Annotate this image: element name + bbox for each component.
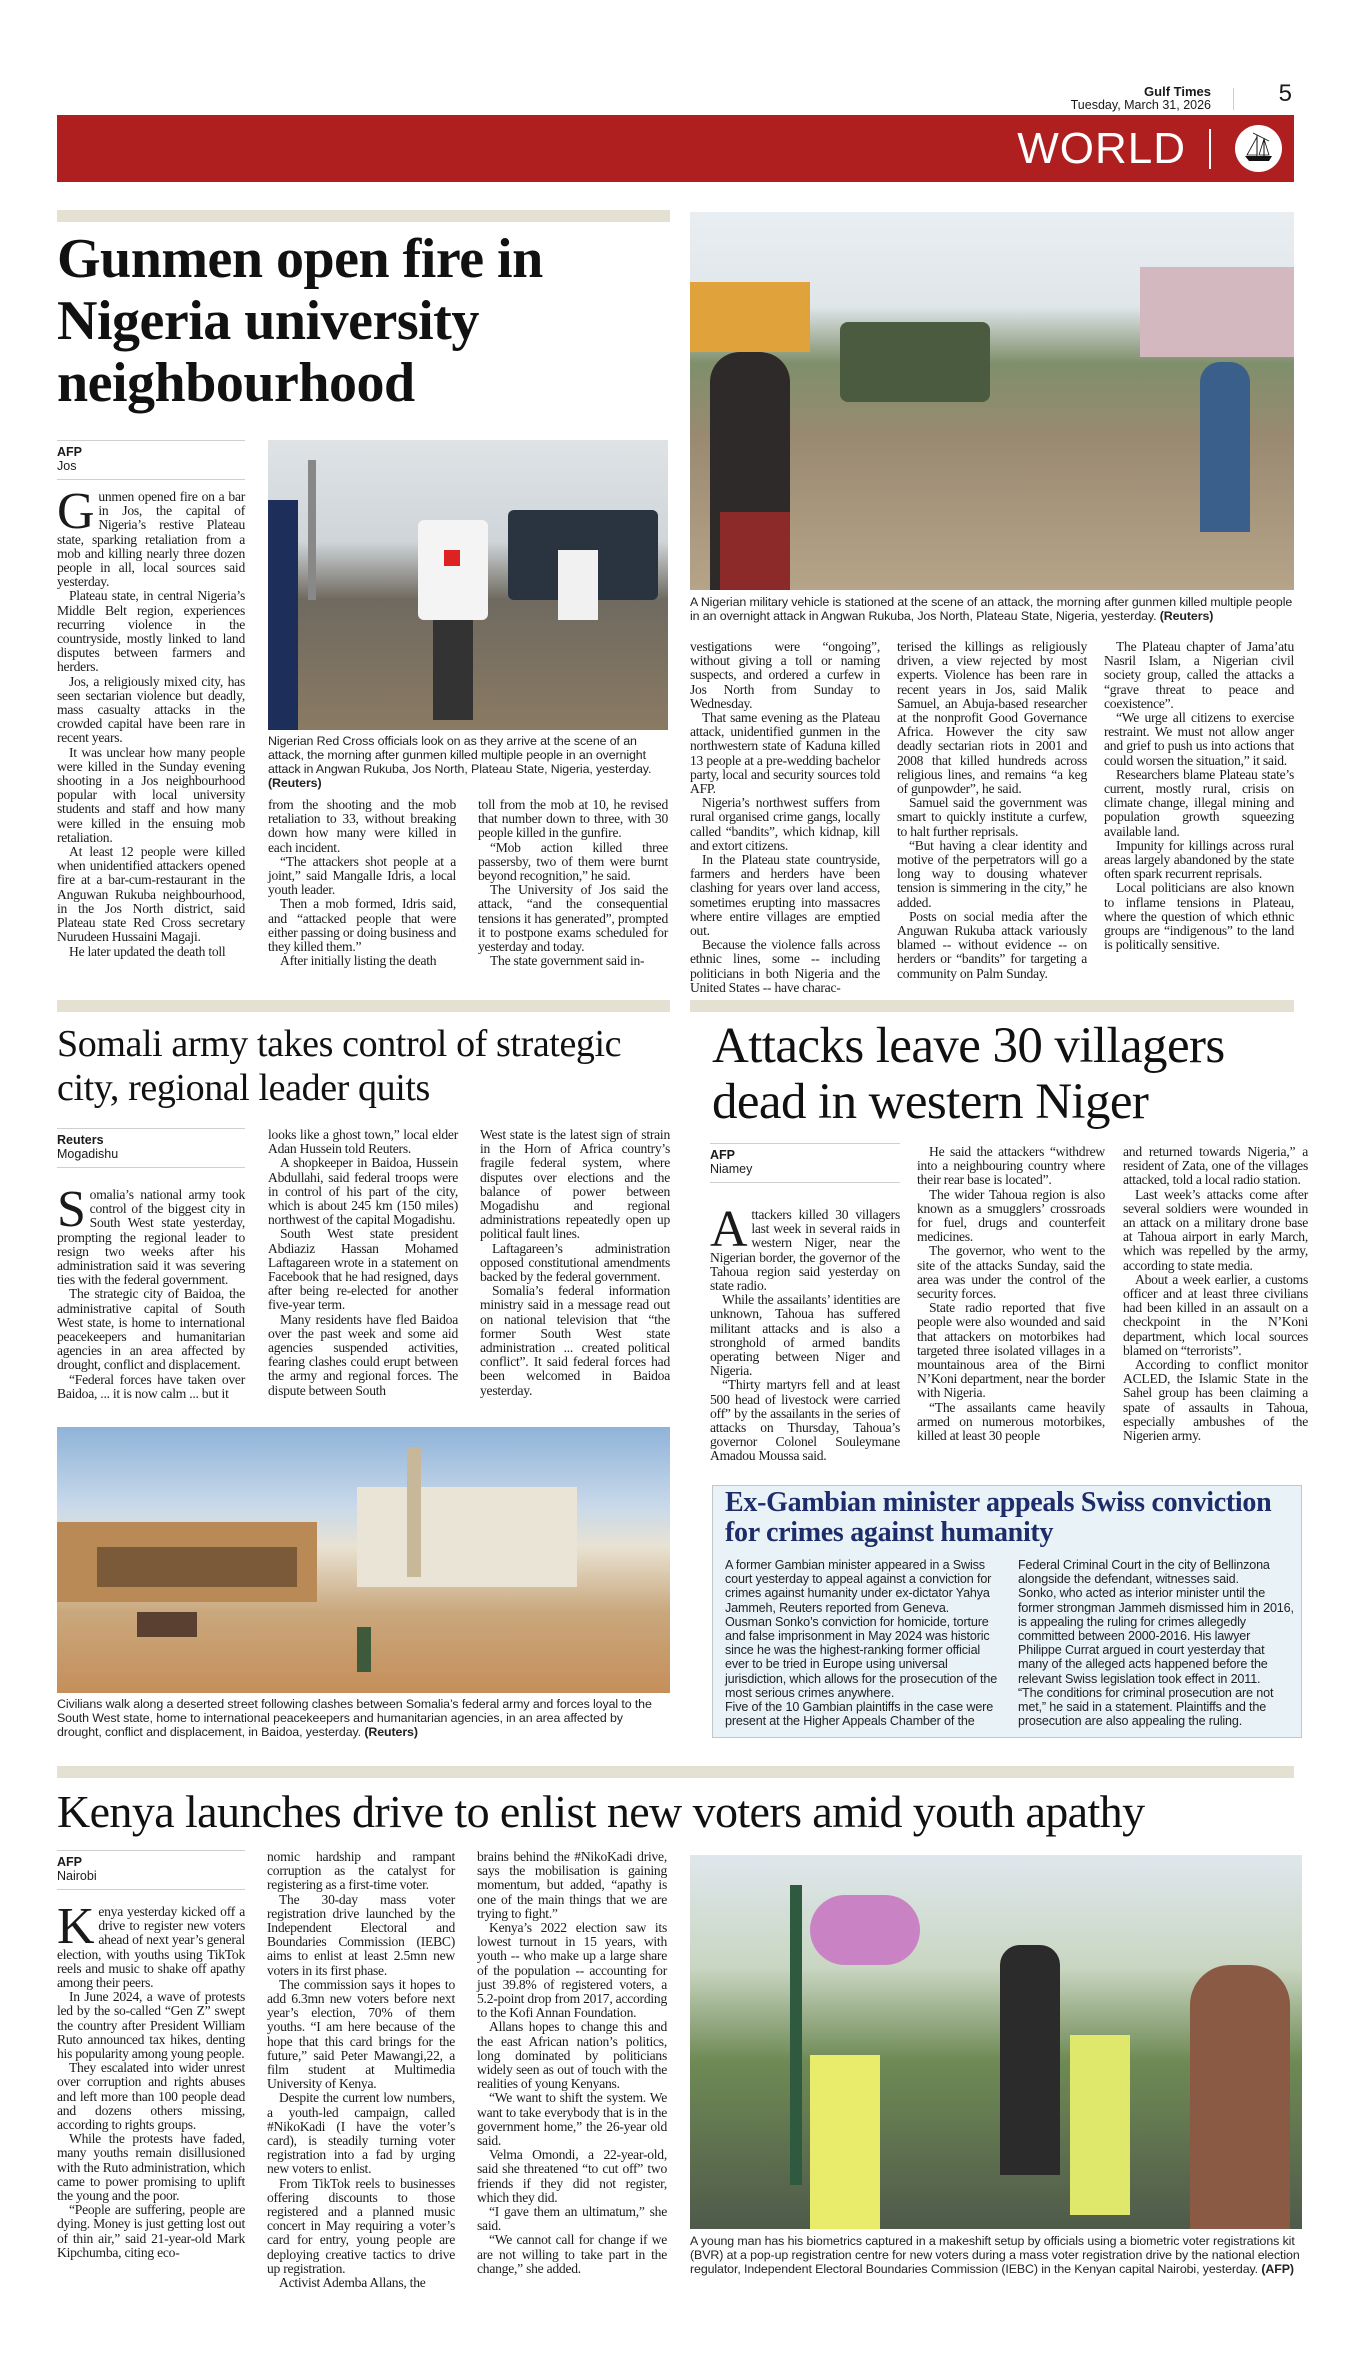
- paragraph: Jos, a religiously mixed city, has seen sectarian violence but deadly, mass casualty attacks in the crowded capital have been rare in recent years.: [57, 673, 245, 746]
- paragraph: Despite the current low numbers, a youth-led campaign, called #NikoKadi (I have the voter’s card), is steadily turning voter registration into a fad by urging new voters to enlist.: [267, 2090, 455, 2177]
- paragraph: West state is the latest sign of strain in the Horn of Africa country’s fragile federal system, where disputes over elections and the balance of power between Mogadishu and regional administrations repeatedly open up political fault lines.: [480, 1127, 670, 1242]
- photo-voter-registration: [690, 1855, 1302, 2229]
- article-column: [480, 1128, 670, 1398]
- byline-location: Niamey: [710, 1162, 753, 1176]
- section-rule: [690, 1000, 1294, 1012]
- paragraph: Plateau state, in central Nigeria’s Middle Belt region, experiences recurring violence in the countryside, mostly linked to land disputes between farmers and herders.: [57, 588, 245, 675]
- article-column: [710, 1201, 900, 1464]
- caption-text: Nigerian Red Cross officials look on as they arrive at the scene of an attack, the morning after gunmen killed multiple people in an overnight attack in Angwan Rukuba, Jos North, Plateau State, Nigeria, yesterday.: [268, 734, 652, 776]
- paragraph: From TikTok reels to businesses offering discounts to those registered and a planned music concert in May requiring a voter’s card for entry, young people are deploying creative tactics to drive up registration.: [267, 2175, 455, 2276]
- divider: [1233, 88, 1234, 110]
- paragraph: The state government said in-: [490, 953, 645, 969]
- article-column: [268, 798, 456, 968]
- paragraph: Ousman Sonko’s conviction for homicide, torture and false imprisonment in May 2024 was historic since he was the highest-ranking former official ever to be tried in Europe using universal jurisdiction, which allows for the prosecution of the most serious crimes anywhere.: [725, 1614, 998, 1700]
- paragraph: A former Gambian minister appeared in a Swiss court yesterday to appeal against a conviction for crimes against humanity under ex-dictator Yahya Jammeh, Reuters reported from Geneva.: [725, 1558, 992, 1615]
- byline-location: Nairobi: [57, 1869, 97, 1883]
- paragraph: Last week’s attacks come after several soldiers were wounded in an attack on a military drone base at Tahoua airport in early March, which was repelled by the army, according to state media.: [1123, 1186, 1308, 1273]
- paragraph: Somalia’s national army took control of the biggest city in South West state yesterday, prompting the regional leader to resign two weeks after his administration said it was severing ties with the federal government.: [57, 1181, 245, 1288]
- paragraph: Laftagareen’s administration opposed constitutional amendments backed by the federal government.: [480, 1240, 670, 1285]
- photo-caption: [690, 2234, 1302, 2276]
- paragraph: The 30-day mass voter registration drive launched by the Independent Electoral and Boundaries Commission (IEBC) aims to enlist at least 2.5mn new voters in its first phase.: [267, 1891, 455, 1978]
- paragraph: Posts on social media after the Anguwan Rukuba attack variously blamed -- without evidence -- on herders or “bandits” for targeting a community on Palm Sunday.: [897, 908, 1087, 981]
- paragraph: “We want to shift the system. We want to take everybody that is in the government home,” the 26-year old said.: [477, 2090, 667, 2149]
- article-column: [57, 1181, 245, 1401]
- paragraph: While the protests have faded, many youths remain disillusioned with the Ruto administration, which came to power promising to uplift the young and the poor.: [57, 2131, 245, 2204]
- brief-column: [1018, 1558, 1296, 1728]
- paragraph: Then a mob formed, Idris said, and “attacked people that were either passing or doing business and they killed them.”: [268, 896, 456, 955]
- paragraph: “Mob action killed three passersby, two of them were burnt beyond recognition,” he said.: [478, 839, 668, 884]
- paragraph: “We cannot call for change if we are not willing to take part in the change,” she added.: [477, 2232, 667, 2276]
- article-column: [917, 1145, 1105, 1443]
- paragraph: Because the violence falls across ethnic lines, some -- including politicians in both Nigeria and the United States -- have charac-: [690, 937, 880, 995]
- paragraph: “People are suffering, people are dying. Money is just getting lost out of thin air,” said 21-year-old Mark Kipchumba, citing eco-: [57, 2202, 245, 2260]
- article-column: [268, 1128, 458, 1398]
- paragraph: Nigeria’s northwest suffers from rural organised crime gangs, locally called “bandits”, which kidnap, kill and extort citizens.: [690, 795, 880, 853]
- paragraph: Activist Ademba Allans, the: [279, 2275, 426, 2291]
- byline-agency: Reuters: [57, 1133, 104, 1147]
- brief-headline: Ex-Gambian minister appeals Swiss conviction for crimes against humanity: [725, 1487, 1272, 1548]
- article-column: [477, 1850, 667, 2276]
- photo-credit: (AFP): [1261, 2262, 1294, 2276]
- dhow-boat-icon: [1235, 125, 1282, 172]
- paragraph: Kenya’s 2022 election saw its lowest turnout in 15 years, with youth -- who make up a large share of the population -- accounting for just 39.8% of registered voters, a 5.2-point drop from 2017, according to the Kofi Annan Foundation.: [477, 1920, 667, 2021]
- byline-location: Mogadishu: [57, 1147, 119, 1161]
- paragraph: After initially listing the death: [280, 953, 437, 969]
- byline-agency: AFP: [710, 1148, 735, 1162]
- paragraph: A shopkeeper in Baidoa, Hussein Abdullahi, said federal troops were in control of his part of the city, which is about 245 km (150 miles) northwest of the capital Mogadishu.: [268, 1155, 458, 1228]
- paragraph: They escalated into wider unrest over corruption and rights abuses and left more than 100 people dead and dozens others missing, according to rights groups.: [57, 2060, 245, 2133]
- article-column: [57, 483, 245, 959]
- paragraph: In June 2024, a wave of protests led by the so-called “Gen Z” swept the country after President William Ruto announced tax hikes, denting his popularity among young people.: [57, 1989, 245, 2062]
- paragraph: “Federal forces have taken over Baidoa, ... it is now calm ... but it: [57, 1371, 245, 1401]
- photo-red-cross-officials: [268, 440, 668, 730]
- paragraph: Velma Omondi, a 22-year-old, said she threatened “to cut off” two friends if they did not register, which they did.: [477, 2147, 667, 2205]
- byline-agency: AFP: [57, 1855, 82, 1869]
- paragraph: Allans hopes to change this and the east African nation’s politics, long dominated by politicians widely seen as out of touch with the realities of young Kenyans.: [477, 2019, 667, 2092]
- section-rule: [57, 1000, 670, 1012]
- photo-credit: (Reuters): [364, 1725, 418, 1739]
- paragraph: It was unclear how many people were killed in the Sunday evening shooting in a Jos neighbourhood popular with local university students and staff and how many were killed in the ensuing mob retaliation.: [57, 744, 245, 845]
- section-bar: [57, 115, 1294, 182]
- paragraph: In the Plateau state countryside, farmers and herders have been clashing for years over land access, sometimes erupting into massacres where entire villages are emptied out.: [690, 852, 880, 939]
- paragraph: According to conflict monitor ACLED, the Islamic State in the Sahel group has been claiming a spate of assaults in Tahoua, especially ambushes of the Nigerien army.: [1123, 1357, 1308, 1444]
- paragraph: He later updated the death toll: [69, 943, 226, 959]
- photo-caption: [57, 1697, 670, 1739]
- paragraph: He said the attackers “withdrew into a neighbouring country where their rear base is located”.: [917, 1144, 1105, 1188]
- paragraph: While the assailants’ identities are unknown, Tahoua has suffered militant attacks and is also a stronghold of armed bandits operating between Niger and Nigeria.: [710, 1292, 900, 1379]
- paragraph: The wider Tahoua region is also known as a smugglers’ crossroads for fuel, drugs and counterfeit medicines.: [917, 1186, 1105, 1245]
- article-column: [57, 1898, 245, 2260]
- paragraph: brains behind the #NikoKadi drive, says the mobilisation is gaining momentum, but added, “apathy is one of the main things that we are trying to fight.”: [477, 1849, 667, 1921]
- masthead: [57, 80, 1294, 112]
- paragraph: South West state president Abdiaziz Hassan Mohamed Laftagareen wrote in a statement on Facebook that he had resigned, days after being re-elected for another five-year term.: [268, 1226, 458, 1313]
- section-title: WORLD: [1017, 124, 1186, 173]
- news-brief-box: [712, 1485, 1302, 1738]
- byline-agency: AFP: [57, 445, 82, 459]
- article-column: [897, 640, 1087, 981]
- photo-caption: [690, 595, 1300, 623]
- paragraph: “Thirty martyrs fell and at least 500 head of livestock were carried off” by the assailants in the series of attacks on Thursday, Tahoua’s governor Colonel Souleymane Amadou Moussa said.: [710, 1377, 900, 1464]
- paragraph: “I gave them an ultimatum,” she said.: [477, 2204, 667, 2234]
- section-rule: [57, 210, 670, 222]
- photo-military-vehicle: [690, 212, 1294, 590]
- caption-text: A young man has his biometrics captured in a makeshift setup by officials using a biometric voter registrations kit (BVR) at a pop-up registration centre for new voters during a mass voter registration drive by the national election regulator, Independent Electoral Boundaries Commission (IEBC) in the Kenyan capital Nairobi, yesterday.: [690, 2234, 1300, 2276]
- byline: [57, 1850, 245, 1890]
- page-number: 5: [1278, 80, 1292, 107]
- byline: [57, 440, 245, 480]
- article-column: [1123, 1145, 1308, 1443]
- paragraph: “The assailants came heavily armed on numerous motorbikes, killed at least 30 people: [917, 1399, 1105, 1444]
- photo-baidoa-street: [57, 1427, 670, 1693]
- headline: Attacks leave 30 villagers dead in western Niger: [712, 1018, 1225, 1130]
- publication-name: Gulf Times: [1144, 84, 1211, 99]
- paragraph: terised the killings as religiously driven, a view rejected by most experts. Violence has been rare in recent years in Jos, said Malik Samuel, an Abuja-based researcher at the nonprofit Good Governance Africa. However the city saw deadly sectarian riots in 2001 and 2008 that killed hundreds across religious lines, and remains “a keg of gunpowder”, he said.: [897, 639, 1087, 797]
- headline: Gunmen open fire in Nigeria university neighbourhood: [57, 228, 543, 414]
- issue-date: Tuesday, March 31, 2026: [1070, 98, 1211, 112]
- paragraph: looks like a ghost town,” local elder Adan Hussein told Reuters.: [268, 1127, 458, 1157]
- paragraph: toll from the mob at 10, he revised that number down to three, with 30 people killed in the gunfire.: [478, 797, 668, 841]
- photo-credit: (Reuters): [268, 776, 322, 790]
- paragraph: Kenya yesterday kicked off a drive to register new voters ahead of next year’s general election, with youths using TikTok reels and music to shake off apathy among their peers.: [57, 1898, 245, 1991]
- photo-caption: [268, 734, 668, 790]
- paragraph: Researchers blame Plateau state’s current, mostly rural, crisis on climate change, illegal mining and population growth squeezing available land.: [1104, 766, 1294, 839]
- brief-column: [725, 1558, 1005, 1728]
- divider: [1209, 129, 1211, 169]
- paragraph: “The attackers shot people at a joint,” said Mangalle Idris, a local youth leader.: [268, 853, 456, 898]
- paragraph: State radio reported that five people were also wounded and said that attackers on motorbikes had targeted three isolated villages in a mountainous area of the Birni N’Koni department, near the border with Nigeria.: [917, 1300, 1105, 1401]
- article-column: [478, 798, 668, 968]
- byline-location: Jos: [57, 459, 77, 473]
- byline: [57, 1128, 245, 1168]
- paragraph: Samuel said the government was smart to quickly institute a curfew, to halt further reprisals.: [897, 795, 1087, 839]
- caption-text: A Nigerian military vehicle is stationed at the scene of an attack, the morning after gunmen killed multiple people in an overnight attack in Angwan Rukuba, Jos North, Plateau State, Nigeria, yesterday.: [690, 595, 1293, 623]
- headline: Somali army takes control of strategic city, regional leader quits: [57, 1023, 622, 1109]
- paragraph: vestigations were “ongoing”, without giving a toll or naming suspects, and ordered a curfew in Jos North from Sunday to Wednesday.: [690, 639, 880, 711]
- section-rule: [57, 1766, 1294, 1778]
- paragraph: That same evening as the Plateau attack, unidentified gunmen in the northwestern state of Kaduna killed 13 people at a pre-wedding bachelor party, local and security sources told AFP.: [690, 710, 880, 797]
- caption-text: Civilians walk along a deserted street following clashes between Somalia’s federal army and forces loyal to the South West state, home to international peacekeepers and humanitarian agencies, in an area affected by drought, conflict and displacement, in Baidoa, yesterday.: [57, 1697, 652, 1739]
- paragraph: Somalia’s federal information ministry said in a message read out on national television that “the former South West state administration ... created political conflict”. It said federal forces had been welcomed in Baidoa yesterday.: [480, 1283, 670, 1398]
- paragraph: The governor, who went to the site of the attacks Sunday, said the area was under the control of the security forces.: [917, 1243, 1105, 1302]
- paragraph: Attackers killed 30 villagers last week in several raids in western Niger, near the Nigerian border, the governor of the Tahoua region said yesterday on state radio.: [710, 1201, 900, 1294]
- byline: [710, 1143, 900, 1183]
- article-column: [1104, 640, 1294, 952]
- paragraph: At least 12 people were killed when unidentified attackers opened fire at a bar-cum-restaurant in the Anguwan Rukuba neighbourhood, in the Jos North district, said Plateau state Red Cross secretary Nurudeen Hussaini Magaji.: [57, 844, 245, 945]
- article-column: [267, 1850, 455, 2290]
- paragraph: The strategic city of Baidoa, the administrative capital of South West state, is home to international peacekeepers and humanitarian agencies in an area affected by drought, conflict and displacement.: [57, 1286, 245, 1373]
- headline: Kenya launches drive to enlist new voters amid youth apathy: [57, 1786, 1145, 1837]
- paragraph: The commission says it hopes to add 6.3mn new voters before next year’s election, 70% of them youths. “I am here because of the hope that this card brings for the future,” said Peter Mawangi,22, a film student at Multimedia University of Kenya.: [267, 1976, 455, 2092]
- paragraph: from the shooting and the mob retaliation to 33, without breaking down how many were killed in each incident.: [268, 797, 456, 855]
- paragraph: “We urge all citizens to exercise restraint. We must not allow anger and grief to push us into actions that could worsen the situation,” it said.: [1104, 710, 1294, 768]
- paragraph: The Plateau chapter of Jama’atu Nasril Islam, a Nigerian civil society group, called the attacks a “grave threat to peace and coexistence”.: [1104, 639, 1294, 711]
- paragraph: “But having a clear identity and motive of the perpetrators will go a long way to dousing whatever tension is simmering in the city,” he added.: [897, 837, 1087, 910]
- paragraph: Five of the 10 Gambian plaintiffs in the case were present at the Higher Appeals Chamber of the: [725, 1700, 994, 1729]
- paragraph: Many residents have fled Baidoa over the past week and some aid agencies suspended activities, fearing clashes could erupt between the army and regional forces. The dispute between South: [268, 1311, 458, 1398]
- paragraph: Sonko, who acted as interior minister until the former strongman Jammeh dismissed him in 2016, is appealing the ruling for crimes allegedly committed between 2000-2016. His lawyer Philippe Currat argued in court yesterday that many of the alleged acts happened before the relevant Swiss legislation took effect in 2011.: [1018, 1586, 1294, 1686]
- paragraph: About a week earlier, a customs officer and at least three civilians had been killed in an assault on a checkpoint in the N’Koni department, which local sources blamed on “terrorists”.: [1123, 1271, 1308, 1358]
- paragraph: Gunmen opened fire on a bar in Jos, the capital of Nigeria’s restive Plateau state, sparking retaliation from a mob and killing nearly three dozen people in all, local sources said yesterday.: [57, 483, 245, 590]
- paragraph: Impunity for killings across rural areas largely abandoned by the state often spark recurrent reprisals.: [1104, 837, 1294, 882]
- paragraph: Local politicians are also known to inflame tensions in Plateau, where the question of which ethnic groups are “indigenous” to the land is politically sensitive.: [1104, 880, 1294, 953]
- paragraph: and returned towards Nigeria,” a resident of Zata, one of the villages attacked, told a local radio station.: [1123, 1144, 1308, 1188]
- article-column: [690, 640, 880, 995]
- paragraph: nomic hardship and rampant corruption as the catalyst for registering as a first-time voter.: [267, 1849, 455, 1893]
- paragraph: “The conditions for criminal prosecution are not met,” he said in a statement. Plaintiffs and the prosecution are also appealing the ruling.: [1018, 1685, 1274, 1729]
- paragraph: The University of Jos said the attack, “and the consequential tensions it has generated”, prompted it to postpone exams scheduled for yesterday and today.: [478, 882, 668, 955]
- paragraph: Federal Criminal Court in the city of Bellinzona alongside the defendant, witnesses said.: [1018, 1558, 1270, 1587]
- photo-credit: (Reuters): [1159, 609, 1214, 623]
